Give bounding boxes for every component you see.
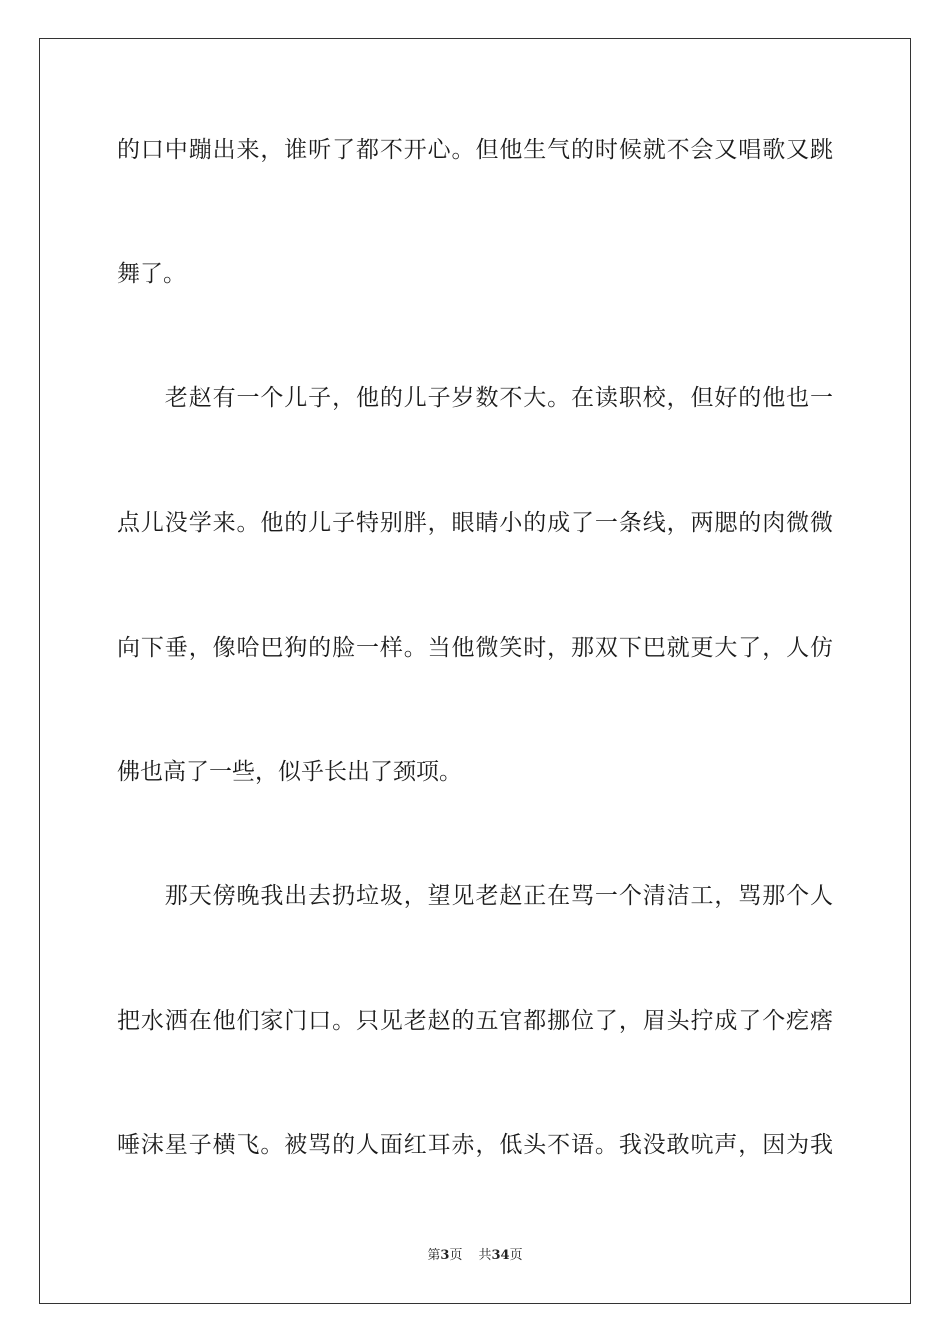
text-line-4: 点儿没学来。他的儿子特别胖，眼睛小的成了一条线，两腮的肉微微 [117, 510, 833, 536]
page-footer [0, 1247, 950, 1265]
page-suffix: 页 [449, 1248, 463, 1263]
text-line-1: 的口中蹦出来，谁听了都不开心。但他生气的时候就不会又唱歌又跳 [117, 137, 833, 163]
text-line-8: 把水洒在他们家门口。只见老赵的五官都挪位了，眉头拧成了个疙瘩 [117, 1008, 833, 1034]
page-border [39, 38, 911, 1304]
total-prefix: 共 [478, 1248, 492, 1263]
total-suffix: 页 [509, 1248, 523, 1263]
text-line-5: 向下垂，像哈巴狗的脸一样。当他微笑时，那双下巴就更大了，人仿 [117, 635, 833, 661]
page-number: 3 [440, 1248, 450, 1263]
text-line-7: 那天傍晚我出去扔垃圾，望见老赵正在骂一个清洁工，骂那个人 [117, 883, 833, 909]
total-pages: 34 [491, 1248, 510, 1263]
page-prefix: 第 [427, 1248, 441, 1263]
text-line-6: 佛也高了一些，似乎长出了颈项。 [117, 759, 462, 785]
text-line-3: 老赵有一个儿子，他的儿子岁数不大。在读职校，但好的他也一 [117, 385, 833, 411]
text-line-2: 舞了。 [117, 261, 186, 287]
text-line-9: 唾沫星子横飞。被骂的人面红耳赤，低头不语。我没敢吭声，因为我 [117, 1132, 833, 1158]
